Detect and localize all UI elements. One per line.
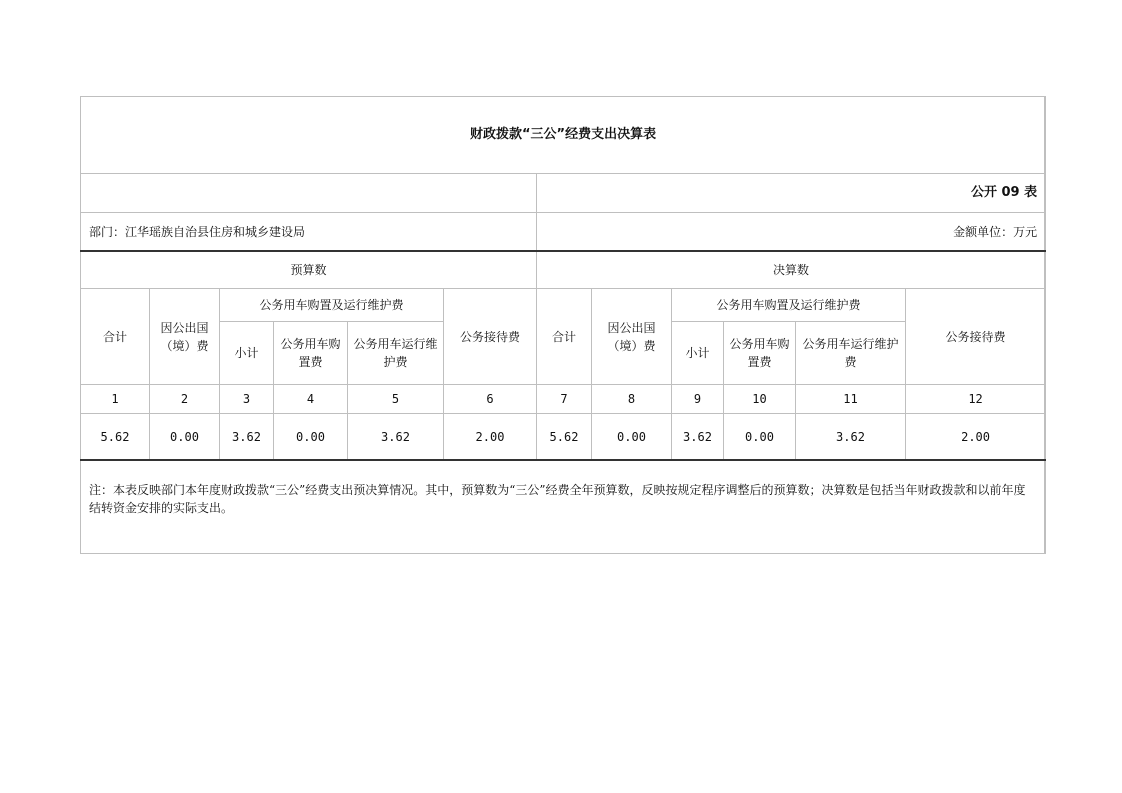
header-subtotal: 小计 [220,322,274,385]
column-number: 5 [348,385,444,414]
header-reception: 公务接待费 [444,289,537,385]
table-code: 公开 09 表 [537,174,1046,213]
header-reception: 公务接待费 [906,289,1046,385]
department-label: 部门：江华瑶族自治县住房和城乡建设局 [81,213,537,252]
value-cell: 0.00 [592,414,672,461]
footnote: 注：本表反映部门本年度财政拨款“三公”经费支出预决算情况。其中，预算数为“三公”经费全年预算数，反映按规定程序调整后的预算数；决算数是包括当年财政拨款和以前年度结转资金安排的实际支出。 [81,460,1046,554]
column-number: 8 [592,385,672,414]
value-cell: 3.62 [348,414,444,461]
column-number: 2 [150,385,220,414]
budget-group-header: 预算数 [81,251,537,289]
value-row [81,414,1046,461]
report-sheet [80,96,1045,554]
value-cell: 2.00 [444,414,537,461]
header-vehicle-purchase: 公务用车购置费 [724,322,796,385]
value-cell: 0.00 [724,414,796,461]
header-total: 合计 [81,289,150,385]
header-vehicle-operation: 公务用车运行维护费 [796,322,906,385]
column-number: 3 [220,385,274,414]
header-vehicle-group: 公务用车购置及运行维护费 [672,289,906,322]
column-number: 7 [537,385,592,414]
header-vehicle-operation: 公务用车运行维护费 [348,322,444,385]
column-number: 4 [274,385,348,414]
unit-label: 金额单位：万元 [537,213,1046,252]
code-blank-cell [81,174,537,213]
column-number: 9 [672,385,724,414]
table-title: 财政拨款“三公”经费支出决算表 [81,97,1046,174]
header-vehicle-group: 公务用车购置及运行维护费 [220,289,444,322]
header-subtotal: 小计 [672,322,724,385]
column-number: 11 [796,385,906,414]
column-number: 12 [906,385,1046,414]
value-cell: 3.62 [796,414,906,461]
header-vehicle-purchase: 公务用车购置费 [274,322,348,385]
column-number-row [81,385,1046,414]
value-cell: 0.00 [274,414,348,461]
final-group-header: 决算数 [537,251,1046,289]
expense-table [80,96,1046,554]
column-number: 6 [444,385,537,414]
value-cell: 3.62 [220,414,274,461]
value-cell: 3.62 [672,414,724,461]
value-cell: 5.62 [537,414,592,461]
value-cell: 0.00 [150,414,220,461]
column-number: 1 [81,385,150,414]
header-overseas: 因公出国（境）费 [150,289,220,385]
column-number: 10 [724,385,796,414]
value-cell: 2.00 [906,414,1046,461]
header-total: 合计 [537,289,592,385]
header-overseas: 因公出国（境）费 [592,289,672,385]
value-cell: 5.62 [81,414,150,461]
